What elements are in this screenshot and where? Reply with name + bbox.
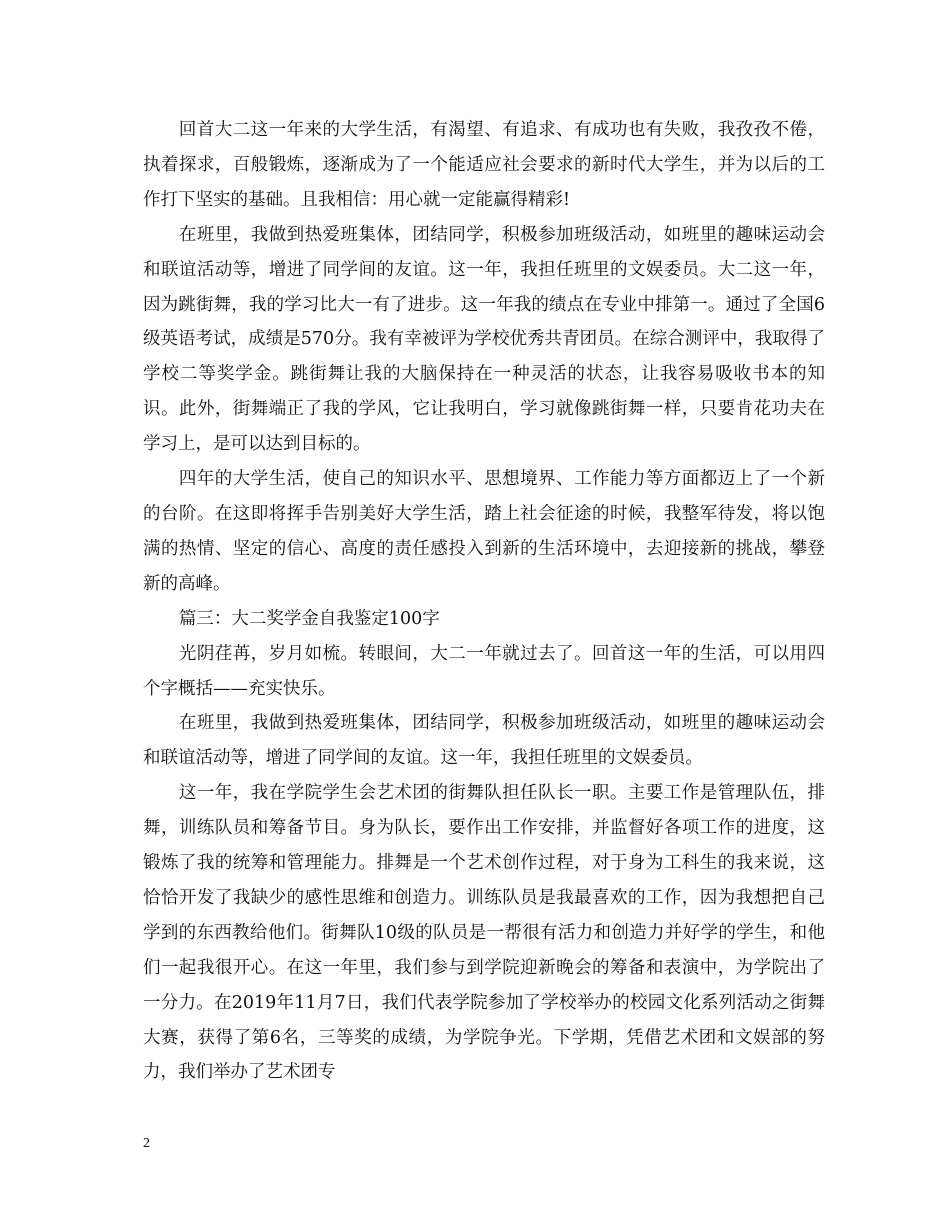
paragraph-time-flies: 光阴荏苒，岁月如梳。转眼间，大二一年就过去了。回首这一年的生活，可以用四个字概括——充实快乐。	[143, 643, 825, 699]
paragraph-reflection-intro: 回首大二这一年来的大学生活，有渴望、有追求、有成功也有失败，我孜孜不倦，执着探求，百般锻炼，逐渐成为了一个能适应社会要求的新时代大学生，并为以后的工作打下坚实的基础。且我相信：用心就一定能赢得精彩!	[143, 120, 825, 210]
paragraph-class-activities: 在班里，我做到热爱班集体，团结同学，积极参加班级活动，如班里的趣味运动会和联谊活动等，增进了同学间的友谊。这一年，我担任班里的文娱委员。大二这一年，因为跳街舞，我的学习比大一有了进步。这一年我的绩点在专业中排第一。通过了全国6级英语考试，成绩是570分。我有幸被评为学校优秀共青团员。在综合测评中，我取得了学校二等奖学金。跳街舞让我的大脑保持在一种灵活的状态，让我容易吸收书本的知识。此外，街舞端正了我的学风，它让我明白，学习就像跳街舞一样，只要肯花功夫在学习上，是可以达到目标的。	[143, 224, 825, 455]
paragraph-dance-team-leader: 这一年，我在学院学生会艺术团的街舞队担任队长一职。主要工作是管理队伍，排舞，训练队员和筹备节目。身为队长，要作出工作安排，并监督好各项工作的进度，这锻炼了我的统筹和管理能力。排舞是一个艺术创作过程，对于身为工科生的我来说，这恰恰开发了我缺少的感性思维和创造力。训练队员是我最喜欢的工作，因为我想把自己学到的东西教给他们。街舞队10级的队员是一帮很有活力和创造力并好学的学生，和他们一起我很开心。在这一年里，我们参与到学院迎新晚会的筹备和表演中，为学院出了一分力。在2019年11月7日，我们代表学院参加了学校举办的校园文化系列活动之街舞大赛，获得了第6名，三等奖的成绩，为学院争光。下学期，凭借艺术团和文娱部的努力，我们举办了艺术团专	[143, 783, 825, 1083]
section-heading-part-three: 篇三：大二奖学金自我鉴定100字	[178, 608, 440, 629]
document-body	[143, 113, 825, 1090]
paragraph-class-activities-repeat: 在班里，我做到热爱班集体，团结同学，积极参加班级活动，如班里的趣味运动会和联谊活动等，增进了同学间的友谊。这一年，我担任班里的文娱委员。	[143, 713, 825, 769]
paragraph-four-years: 四年的大学生活，使自己的知识水平、思想境界、工作能力等方面都迈上了一个新的台阶。在这即将挥手告别美好大学生活，踏上社会征途的时候，我整军待发，将以饱满的热情、坚定的信心、高度的责任感投入到新的生活环境中，去迎接新的挑战，攀登新的高峰。	[143, 469, 825, 594]
page-number: 2	[143, 1136, 150, 1151]
